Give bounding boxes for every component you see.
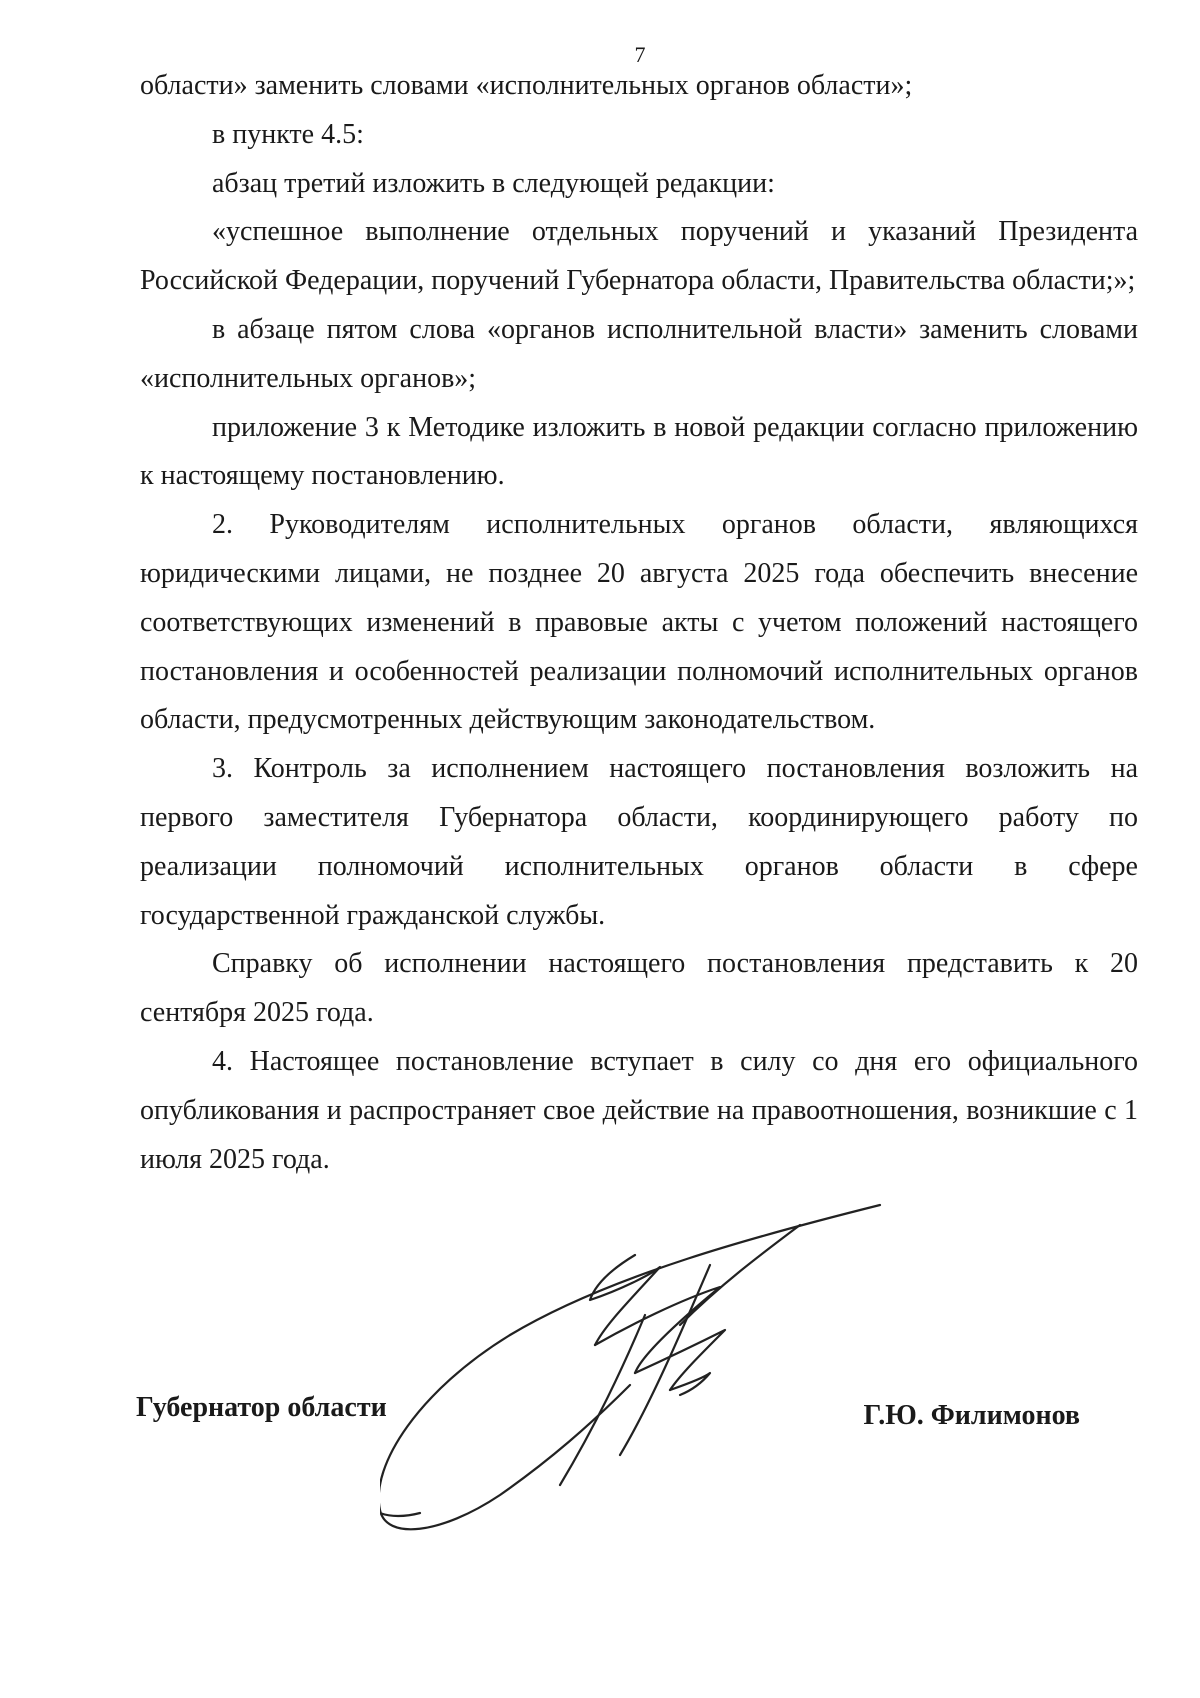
paragraph-point-4-5: в пункте 4.5: [212,118,364,150]
signature-block [136,1392,1080,1432]
paragraph-item-2: 2. Руководителям исполнительных органов области, являющихся юридическими лицами, не позднее 20 августа 2025 года обеспечить внесение соответствующих изменений в правовые акты с учетом положений настоящего постановления и особенностей реализации полномочий исполнительных органов области, предусмотренных действующим законодательством. [140,509,1138,736]
page-number: 7 [634,42,646,67]
paragraph-item-3: 3. Контроль за исполнением настоящего постановления возложить на первого заместителя Губернатора области, координирующего работу по реализации полномочий исполнительных органов области в сфере государственной гражданской службы. [140,753,1138,931]
paragraph-third-abzac: абзац третий изложить в следующей редакции: [212,167,775,199]
paragraph-item-4: 4. Настоящее постановление вступает в силу со дня его официального опубликования и распространяет свое действие на правоотношения, возникшие с 1 июля 2025 года. [140,1045,1138,1175]
signatory-title: Губернатор области [136,1392,387,1423]
document-body [140,62,1138,1184]
paragraph-appendix-3: приложение 3 к Методике изложить в новой редакции согласно приложению к настоящему постановлению. [140,411,1138,492]
signatory-name: Г.Ю. Филимонов [863,1400,1080,1431]
paragraph-new-wording: «успешное выполнение отдельных поручений и указаний Президента Российской Федерации, поручений Губернатора области, Правительства области;»; [140,216,1138,297]
handwritten-signature [380,1195,960,1555]
paragraph-continuation: области» заменить словами «исполнительных органов области»; [140,70,913,101]
paragraph-fifth-abzac: в абзаце пятом слова «органов исполнительной власти» заменить словами «исполнительных органов»; [140,313,1138,394]
paragraph-report: Справку об исполнении настоящего постановления представить к 20 сентября 2025 года. [140,948,1138,1029]
